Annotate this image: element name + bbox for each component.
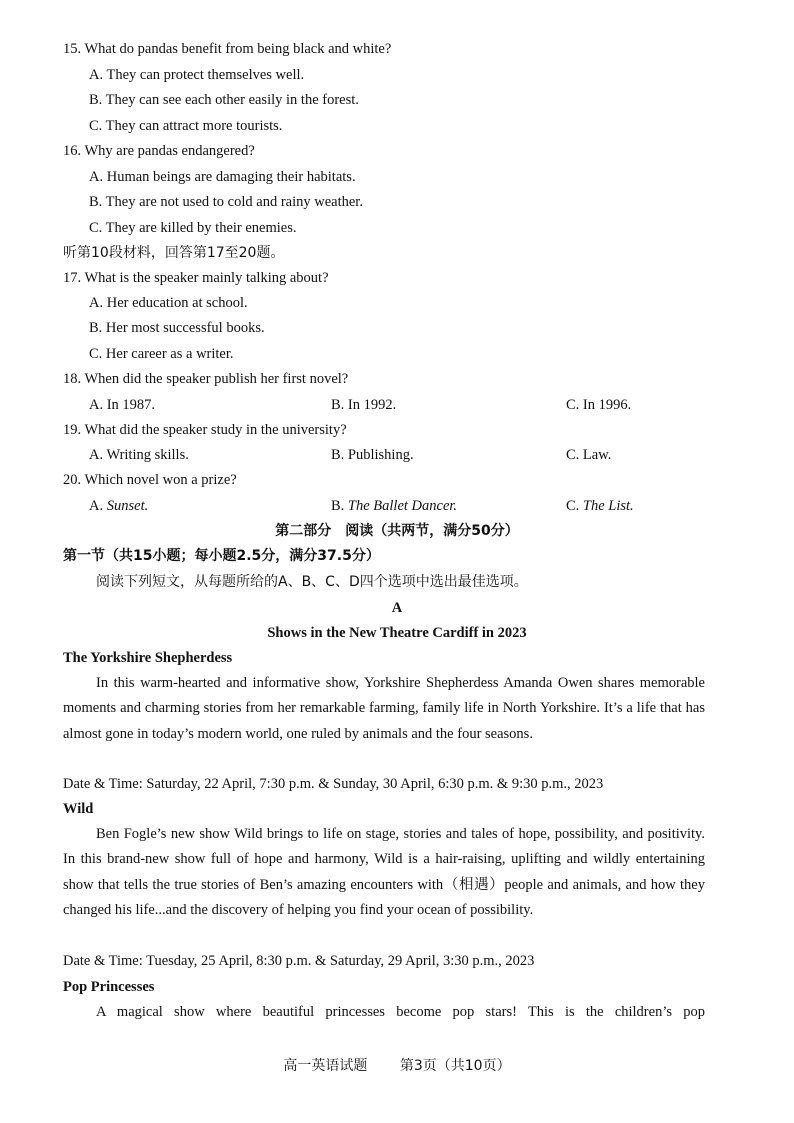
question-text: What is the speaker mainly talking about? bbox=[84, 270, 329, 286]
question-text: What did the speaker study in the university? bbox=[84, 422, 347, 438]
footer-page-number: 第3页（共10页） bbox=[399, 1058, 511, 1074]
option-prefix: B. bbox=[331, 498, 348, 514]
option-a: A. Human beings are damaging their habitats. bbox=[89, 169, 356, 185]
part-heading: 第二部分 阅读（共两节，满分50分） bbox=[275, 523, 519, 539]
show-title: Pop Princesses bbox=[63, 979, 155, 995]
show-description bbox=[63, 671, 705, 747]
section-heading: 第一节（共15小题；每小题2.5分，满分37.5分） bbox=[63, 548, 380, 564]
question-number: 17. bbox=[63, 270, 82, 286]
show-title: Wild bbox=[63, 801, 94, 817]
option-c: C. They are killed by their enemies. bbox=[89, 220, 297, 236]
option-b: B. They are not used to cold and rainy weather. bbox=[89, 194, 363, 210]
passage-letter: A bbox=[391, 600, 403, 616]
question-19 bbox=[63, 420, 347, 440]
option-prefix: C. bbox=[566, 498, 583, 514]
option-a: A. They can protect themselves well. bbox=[89, 67, 305, 83]
section-instruction: 阅读下列短文，从每题所给的A、B、C、D四个选项中选出最佳选项。 bbox=[96, 574, 528, 590]
question-number: 15. bbox=[63, 41, 82, 57]
show-description-text: A magical show where beautiful princesses become pop stars! This is the children’s pop bbox=[96, 1004, 705, 1020]
show-datetime: Date & Time: Tuesday, 25 April, 8:30 p.m. & Saturday, 29 April, 3:30 p.m., 2023 bbox=[63, 953, 535, 969]
question-20 bbox=[63, 470, 237, 490]
option-c: C. In 1996. bbox=[566, 397, 632, 413]
footer-subject: 高一英语试题 bbox=[283, 1058, 368, 1074]
passage-title: Shows in the New Theatre Cardiff in 2023 bbox=[267, 625, 527, 641]
option-c: C. Law. bbox=[566, 447, 612, 463]
option-a: A. Writing skills. bbox=[89, 447, 189, 463]
question-number: 18. bbox=[63, 371, 82, 387]
option-a: A. Her education at school. bbox=[89, 295, 248, 311]
listening-instruction: 听第10段材料，回答第17至20题。 bbox=[63, 245, 285, 261]
option-a bbox=[89, 496, 148, 516]
question-number: 19. bbox=[63, 422, 82, 438]
question-text: When did the speaker publish her first novel? bbox=[84, 371, 349, 387]
option-title: The List. bbox=[582, 498, 634, 514]
question-text: What do pandas benefit from being black and white? bbox=[84, 41, 392, 57]
option-prefix: A. bbox=[89, 498, 107, 514]
question-18 bbox=[63, 369, 348, 389]
question-17 bbox=[63, 268, 329, 288]
show-datetime: Date & Time: Saturday, 22 April, 7:30 p.m. & Sunday, 30 April, 6:30 p.m. & 9:30 p.m., 2023 bbox=[63, 776, 604, 792]
question-number: 20. bbox=[63, 472, 82, 488]
question-text: Which novel won a prize? bbox=[84, 472, 237, 488]
show-description bbox=[63, 1000, 705, 1025]
option-b: B. They can see each other easily in the forest. bbox=[89, 92, 359, 108]
show-description-text: Ben Fogle’s new show Wild brings to life on stage, stories and tales of hope, possibility, and positivity. In this brand-new show full of hope and harmony, Wild is a hair-raising, uplifting and wildly entertaining show that tells the true stories of Ben’s amazing encounters with（相遇）people and animals, and how they changed his life...and the discovery of helping you find your ocean of possibility. bbox=[63, 826, 705, 918]
option-b: B. In 1992. bbox=[331, 397, 397, 413]
show-description-text: In this warm-hearted and informative show, Yorkshire Shepherdess Amanda Owen shares memorable moments and charming stories from her remarkable farming, family life in North Yorkshire. It’s a life that has almost gone in today’s modern world, one ruled by animals and the four seasons. bbox=[63, 675, 705, 742]
option-b: B. Publishing. bbox=[331, 447, 414, 463]
page-footer bbox=[0, 1055, 794, 1075]
option-title: The Ballet Dancer. bbox=[347, 498, 458, 514]
option-b bbox=[331, 496, 457, 516]
show-description bbox=[63, 822, 705, 923]
question-number: 16. bbox=[63, 143, 82, 159]
show-title: The Yorkshire Shepherdess bbox=[63, 650, 233, 666]
option-a: A. In 1987. bbox=[89, 397, 156, 413]
option-c: C. They can attract more tourists. bbox=[89, 118, 283, 134]
option-b: B. Her most successful books. bbox=[89, 320, 265, 336]
question-15 bbox=[63, 39, 391, 59]
question-text: Why are pandas endangered? bbox=[84, 143, 255, 159]
option-c: C. Her career as a writer. bbox=[89, 346, 234, 362]
option-c bbox=[566, 496, 634, 516]
option-title: Sunset. bbox=[106, 498, 149, 514]
question-16 bbox=[63, 141, 255, 161]
